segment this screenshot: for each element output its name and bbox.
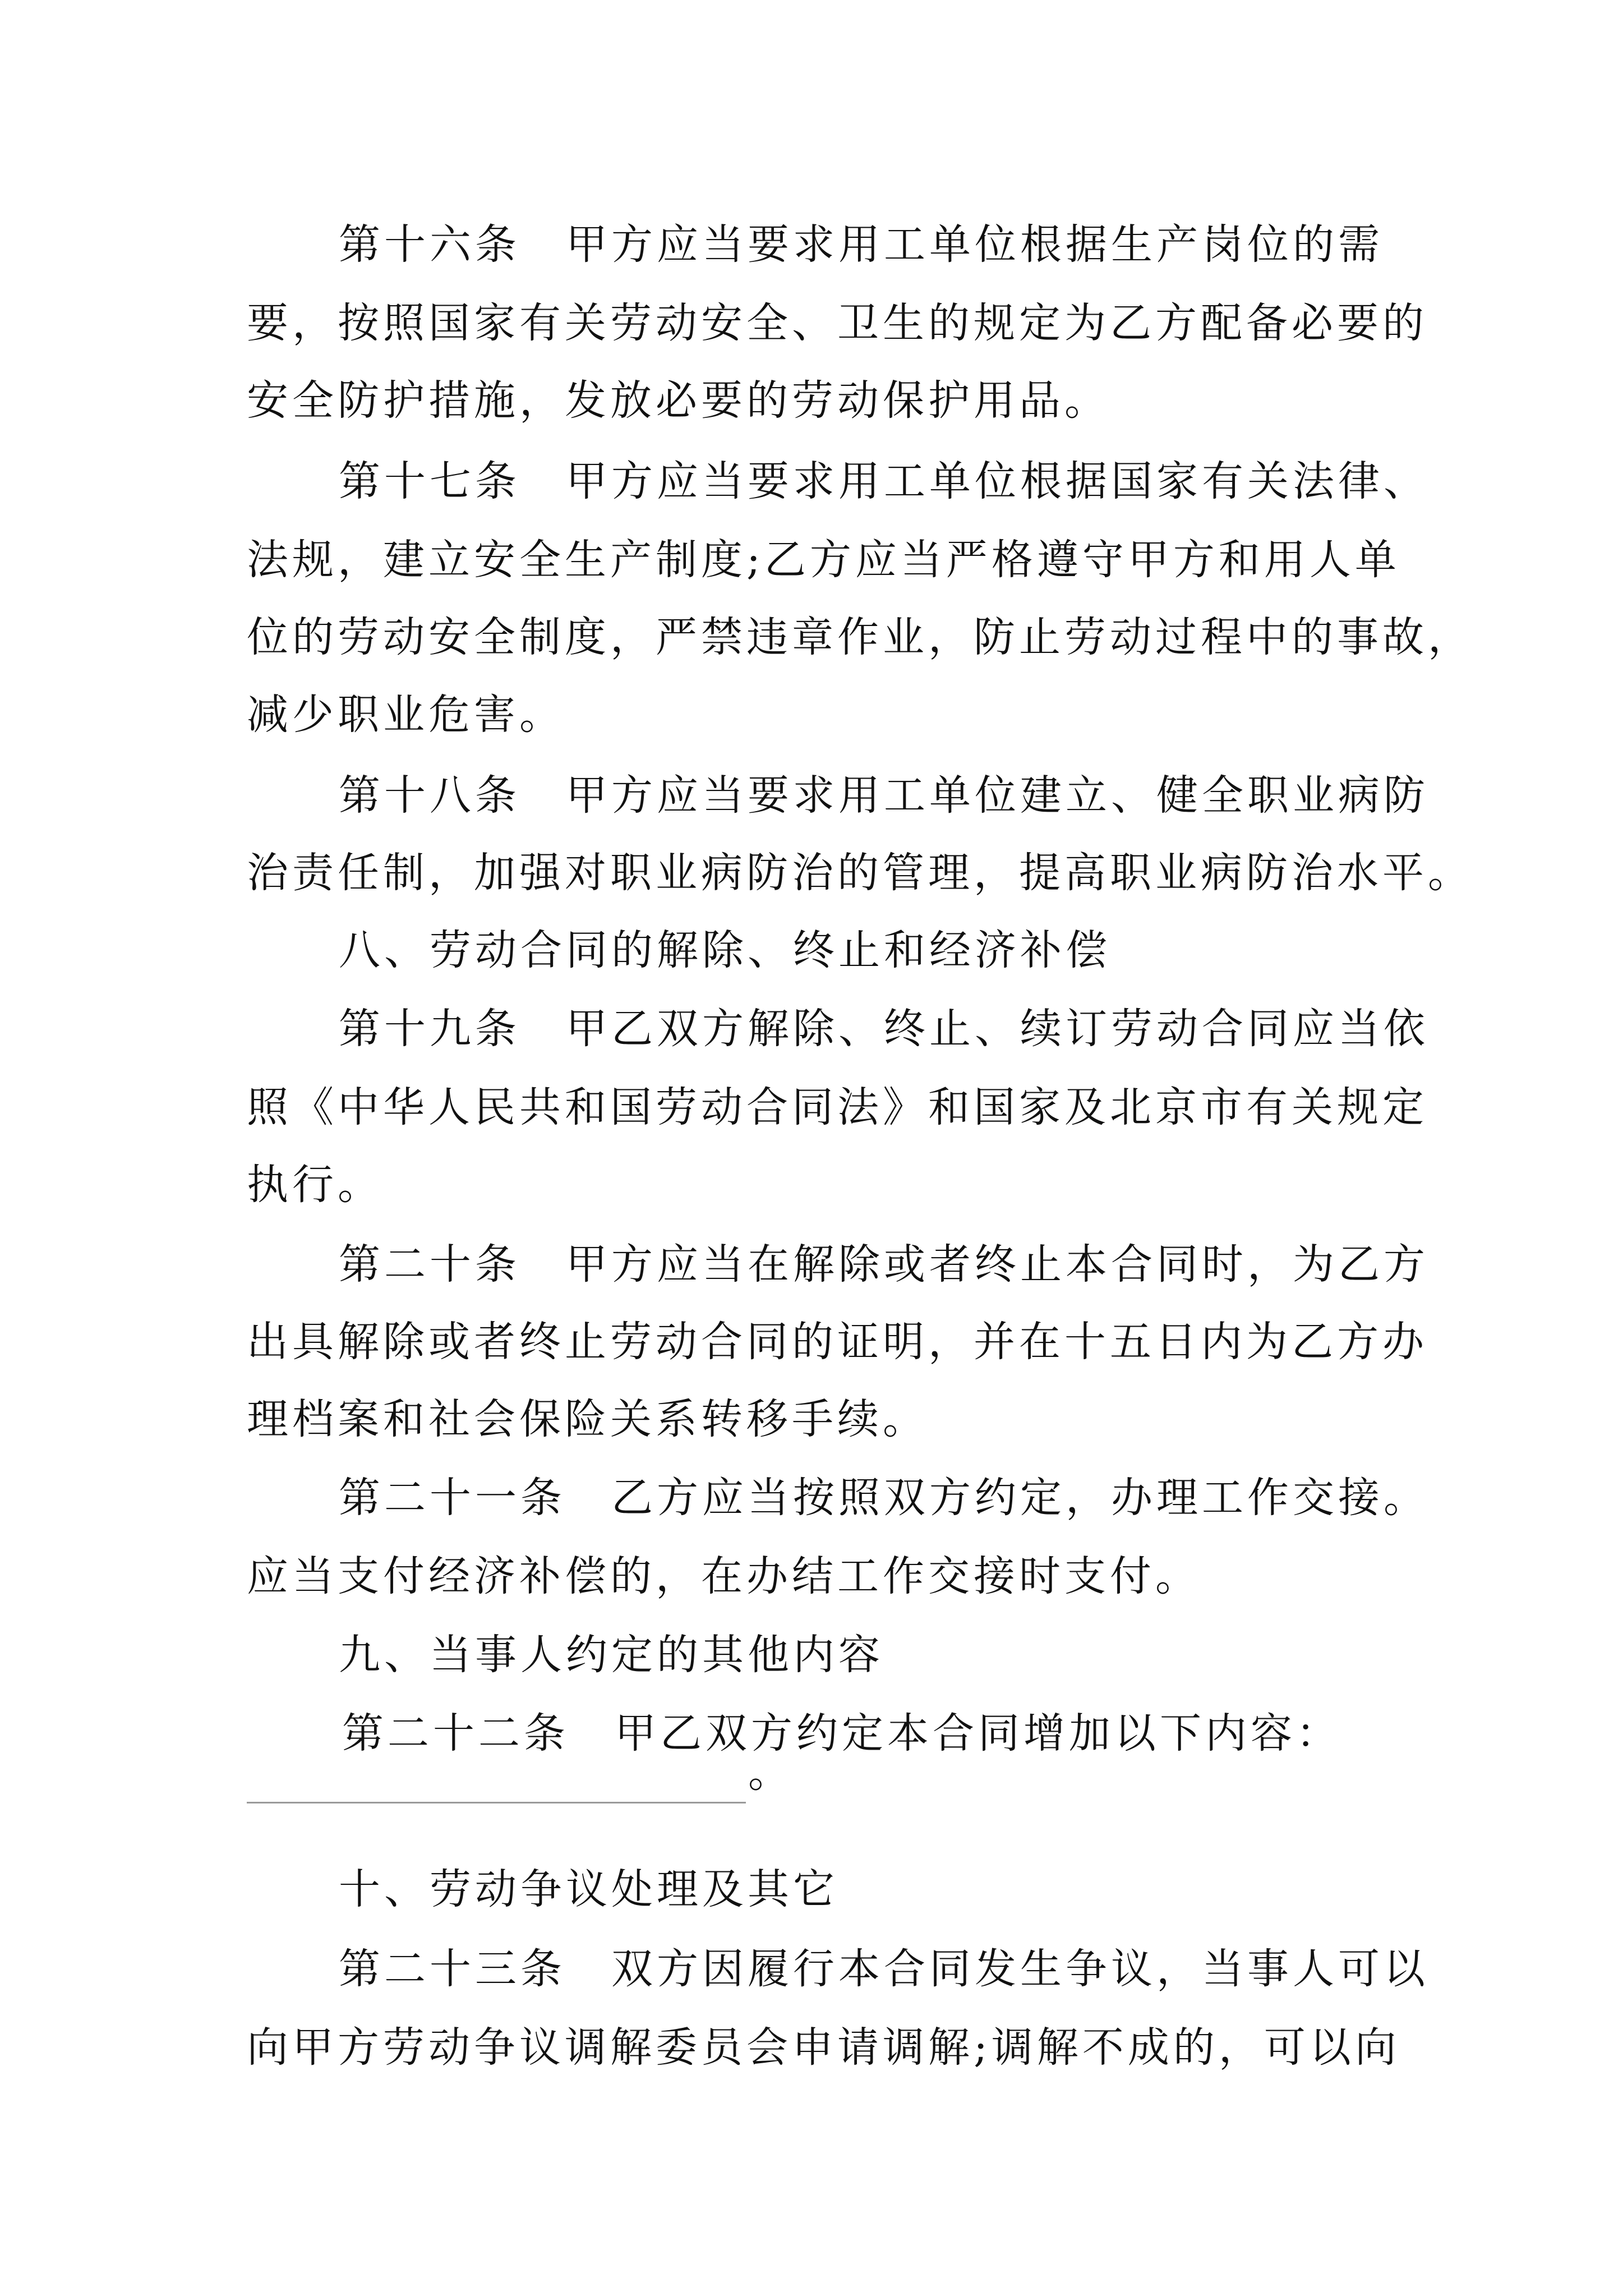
article-19-line-1: 第十九条 甲乙双方解除、终止、续订劳动合同应当依 (339, 1005, 1429, 1053)
article-16-line-2: 要，按照国家有关劳动安全、卫生的规定为乙方配备必要的 (247, 299, 1428, 347)
article-19-line-3: 执行。 (247, 1161, 383, 1209)
article-18-line-1: 第十八条 甲方应当要求用工单位建立、健全职业病防 (339, 771, 1429, 820)
article-17-line-3: 位的劳动安全制度，严禁违章作业，防止劳动过程中的事故， (247, 613, 1473, 661)
article-17-line-2: 法规，建立安全生产制度;乙方应当严格遵守甲方和用人单 (247, 536, 1400, 584)
article-16-line-1: 第十六条 甲方应当要求用工单位根据生产岗位的需 (339, 220, 1384, 269)
article-17-line-1: 第十七条 甲方应当要求用工单位根据国家有关法律、 (339, 457, 1429, 505)
article-21-line-1: 第二十一条 乙方应当按照双方约定，办理工作交接。 (339, 1474, 1429, 1522)
article-17-line-4: 减少职业危害。 (247, 691, 565, 739)
article-18-line-2: 治责任制，加强对职业病防治的管理，提高职业病防治水平。 (247, 849, 1473, 897)
fill-in-blank-end-mark: 。 (748, 1749, 790, 1797)
fill-in-blank-line (247, 1802, 746, 1803)
article-16-line-3: 安全防护措施，发放必要的劳动保护用品。 (247, 376, 1110, 425)
section-10-heading: 十、劳动争议处理及其它 (339, 1865, 838, 1913)
article-20-line-3: 理档案和社会保险关系转移手续。 (247, 1395, 928, 1443)
article-23-line-2: 向甲方劳动争议调解委员会申请调解;调解不成的，可以向 (247, 2023, 1400, 2072)
section-8-heading: 八、劳动合同的解除、终止和经济补偿 (339, 926, 1111, 974)
article-23-line-1: 第二十三条 双方因履行本合同发生争议，当事人可以 (339, 1945, 1429, 1993)
article-20-line-1: 第二十条 甲方应当在解除或者终止本合同时，为乙方 (339, 1240, 1429, 1289)
article-19-line-2: 照《中华人民共和国劳动合同法》和国家及北京市有关规定 (247, 1083, 1428, 1131)
section-9-heading: 九、当事人约定的其他内容 (339, 1631, 884, 1679)
article-22-line-1: 第二十二条 甲乙双方约定本合同增加以下内容： (342, 1709, 1341, 1757)
article-20-line-2: 出具解除或者终止劳动合同的证明，并在十五日内为乙方办 (247, 1318, 1428, 1366)
article-21-line-2: 应当支付经济补偿的，在办结工作交接时支付。 (247, 1552, 1201, 1600)
